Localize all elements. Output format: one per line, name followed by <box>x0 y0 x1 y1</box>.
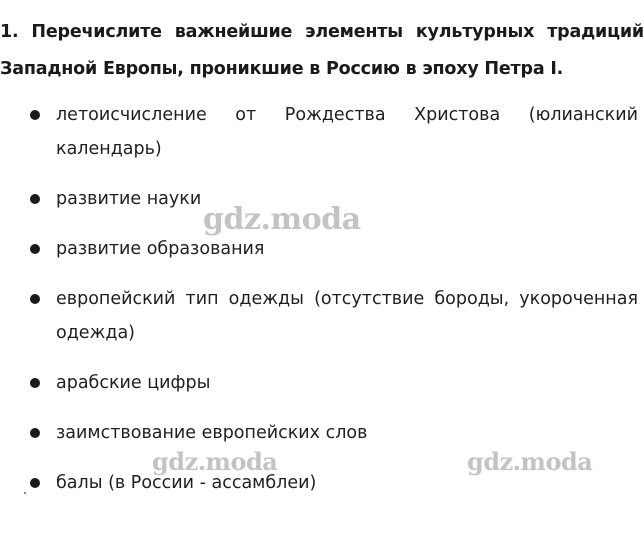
list-item-text: арабские цифры <box>56 373 211 393</box>
task-title: 1. Перечислите важнейшие элементы культурных традиций Западной Европы, проникшие в Россию в эпоху Петра I. <box>0 22 644 79</box>
list-item <box>0 98 644 166</box>
watermark: gdz.moda <box>152 447 278 476</box>
list-item-text: развитие образования <box>56 239 265 259</box>
bullet-icon <box>30 294 40 304</box>
bullet-icon <box>30 194 40 204</box>
list-item-text: заимствование европейских слов <box>56 423 368 443</box>
list-item-text: европейский тип одежды (отсутствие бороды, укороченная одежда) <box>56 289 638 343</box>
bullet-icon <box>30 378 40 388</box>
list-item <box>0 282 644 350</box>
list-item-text: развитие науки <box>56 189 202 209</box>
list-item <box>0 182 644 216</box>
bullet-icon <box>30 110 40 120</box>
list-item <box>0 466 644 500</box>
list-item <box>0 232 644 266</box>
stray-dot <box>24 492 26 494</box>
list-item <box>0 366 644 400</box>
bullet-icon <box>30 428 40 438</box>
watermark: gdz.moda <box>467 447 593 476</box>
watermark: gdz.moda <box>203 202 361 237</box>
list-item-text: балы (в России - ассамблеи) <box>56 473 317 493</box>
bullet-icon <box>30 478 40 488</box>
list-item <box>0 416 644 450</box>
list-item-text: летоисчисление от Рождества Христова (юлианский календарь) <box>56 105 638 159</box>
answer-list <box>0 98 644 516</box>
bullet-icon <box>30 244 40 254</box>
